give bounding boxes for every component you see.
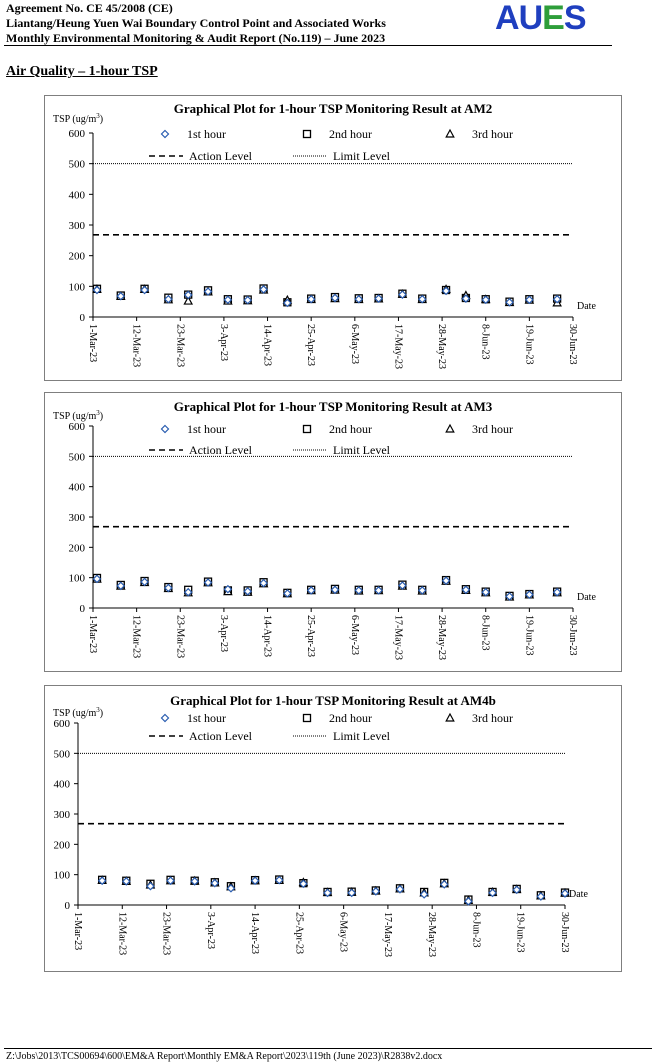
y-tick-label: 600 — [68, 128, 85, 140]
y-tick-label: 500 — [68, 451, 85, 464]
legend-2nd-hour-marker — [304, 715, 311, 722]
y-tick-label: 300 — [53, 809, 70, 821]
legend-limit-level-label: Limit Level — [333, 443, 390, 457]
y-tick-label: 200 — [53, 839, 70, 852]
legend-action-level-label: Action Level — [189, 729, 252, 743]
y-tick-label: 600 — [68, 421, 85, 433]
file-path-footer: Z:\Jobs\2013\TCS00694\600\EM&A Report\Monthly EM&A Report\2023\119th (June 2023)\R2838v2.docx — [6, 1051, 443, 1062]
x-tick-label: 17-May-23 — [381, 912, 393, 957]
x-tick-label: 17-May-23 — [392, 615, 404, 660]
x-tick-label: 14-Apr-23 — [261, 615, 273, 658]
y-tick-label: 600 — [53, 718, 70, 730]
aues-logo — [495, 0, 586, 38]
x-tick-label: 3-Apr-23 — [204, 912, 216, 950]
header-divider — [4, 45, 612, 46]
legend-limit-level-label: Limit Level — [333, 149, 390, 163]
legend-limit-level-label: Limit Level — [333, 729, 390, 743]
x-tick-label: 14-Apr-23 — [249, 912, 261, 955]
chart-am3 — [44, 392, 622, 672]
legend-1st-hour-label: 1st hour — [187, 711, 226, 725]
x-tick-label: 23-Mar-23 — [174, 615, 186, 659]
agreement-number: Agreement No. CE 45/2008 (CE) — [6, 1, 173, 15]
y-tick-label: 400 — [53, 778, 70, 791]
logo-letter: E — [542, 0, 564, 37]
chart-title: Graphical Plot for 1-hour TSP Monitoring Result at AM2 — [173, 101, 493, 116]
y-tick-label: 0 — [79, 603, 85, 615]
legend-2nd-hour-label: 2nd hour — [329, 422, 372, 436]
legend-1st-hour-marker — [162, 131, 169, 138]
legend-1st-hour-label: 1st hour — [187, 422, 226, 436]
chart-am2 — [44, 95, 622, 381]
x-tick-label: 25-Apr-23 — [305, 324, 317, 367]
legend-1st-hour-marker — [162, 715, 169, 722]
legend-3rd-hour-label: 3rd hour — [472, 127, 513, 141]
y-tick-label: 300 — [68, 512, 85, 524]
x-tick-label: 1-Mar-23 — [87, 324, 98, 363]
y-tick-label: 200 — [68, 250, 85, 263]
project-title: Liantang/Heung Yuen Wai Boundary Control Point and Associated Works — [6, 16, 386, 30]
y-axis-label: TSP $(ug/m^3)$ — [53, 409, 104, 422]
x-tick-label: 12-Mar-23 — [130, 615, 142, 659]
x-tick-label: 23-Mar-23 — [174, 324, 186, 368]
y-tick-label: 500 — [53, 748, 70, 761]
legend-3rd-hour-marker — [446, 130, 454, 137]
y-axis-label: TSP $(ug/m^3)$ — [53, 706, 104, 719]
footer-divider — [4, 1048, 652, 1049]
legend-2nd-hour-marker — [304, 426, 311, 433]
x-tick-label: 30-Jun-23 — [567, 324, 578, 365]
x-tick-label: 1-Mar-23 — [87, 615, 98, 654]
chart-am4b — [44, 685, 622, 972]
x-tick-label: 23-Mar-23 — [160, 912, 172, 956]
logo-letter: U — [518, 0, 543, 37]
y-tick-label: 100 — [68, 572, 85, 585]
x-tick-label: 1-Mar-23 — [72, 912, 83, 951]
chart-title: Graphical Plot for 1-hour TSP Monitoring Result at AM4b — [170, 693, 496, 708]
x-tick-label: 12-Mar-23 — [130, 324, 142, 368]
x-tick-label: 6-May-23 — [348, 324, 360, 364]
y-tick-label: 0 — [79, 312, 85, 324]
x-tick-label: 12-Mar-23 — [116, 912, 128, 956]
x-tick-label: 30-Jun-23 — [567, 615, 578, 656]
x-tick-label: 14-Apr-23 — [261, 324, 273, 367]
x-tick-label: 19-Jun-23 — [514, 912, 526, 953]
x-axis-label: Date — [577, 301, 596, 312]
y-tick-label: 300 — [68, 220, 85, 232]
x-tick-label: 8-Jun-23 — [479, 615, 491, 651]
legend-1st-hour-label: 1st hour — [187, 127, 226, 141]
x-tick-label: 8-Jun-23 — [479, 324, 491, 360]
y-tick-label: 100 — [53, 869, 70, 882]
x-tick-label: 17-May-23 — [392, 324, 404, 369]
x-tick-label: 3-Apr-23 — [217, 615, 229, 653]
x-axis-label: Date — [569, 889, 588, 900]
y-tick-label: 400 — [68, 481, 85, 494]
x-tick-label: 28-May-23 — [436, 324, 448, 369]
chart-am4b-svg — [45, 686, 621, 971]
legend-3rd-hour-label: 3rd hour — [472, 422, 513, 436]
chart-am2-svg — [45, 96, 621, 380]
x-axis-label: Date — [577, 592, 596, 603]
chart-am3-svg — [45, 393, 621, 671]
x-tick-label: 8-Jun-23 — [470, 912, 482, 948]
x-tick-label: 6-May-23 — [337, 912, 349, 952]
y-tick-label: 100 — [68, 281, 85, 294]
legend-3rd-hour-marker — [446, 714, 454, 721]
x-tick-label: 28-May-23 — [436, 615, 448, 660]
report-title: Monthly Environmental Monitoring & Audit Report (No.119) – June 2023 — [6, 31, 386, 45]
x-tick-label: 25-Apr-23 — [293, 912, 305, 955]
y-tick-label: 200 — [68, 542, 85, 555]
logo-letter: S — [563, 0, 586, 37]
y-axis-label: TSP $(ug/m^3)$ — [53, 112, 104, 125]
y-tick-label: 500 — [68, 158, 85, 171]
x-tick-label: 19-Jun-23 — [523, 615, 535, 656]
x-tick-label: 6-May-23 — [348, 615, 360, 655]
y-tick-label: 0 — [64, 900, 70, 912]
logo-letter: A — [495, 0, 519, 37]
x-tick-label: 25-Apr-23 — [305, 615, 317, 658]
section-title: Air Quality – 1-hour TSP — [6, 64, 158, 79]
legend-2nd-hour-marker — [304, 131, 311, 138]
legend-2nd-hour-label: 2nd hour — [329, 711, 372, 725]
x-tick-label: 3-Apr-23 — [217, 324, 229, 362]
chart-title: Graphical Plot for 1-hour TSP Monitoring Result at AM3 — [173, 399, 493, 414]
x-tick-label: 28-May-23 — [426, 912, 438, 957]
legend-3rd-hour-marker — [446, 425, 454, 432]
x-tick-label: 30-Jun-23 — [559, 912, 570, 953]
legend-3rd-hour-label: 3rd hour — [472, 711, 513, 725]
legend-1st-hour-marker — [162, 426, 169, 433]
legend-2nd-hour-label: 2nd hour — [329, 127, 372, 141]
legend-action-level-label: Action Level — [189, 443, 252, 457]
x-tick-label: 19-Jun-23 — [523, 324, 535, 365]
legend-action-level-label: Action Level — [189, 149, 252, 163]
y-tick-label: 400 — [68, 189, 85, 202]
